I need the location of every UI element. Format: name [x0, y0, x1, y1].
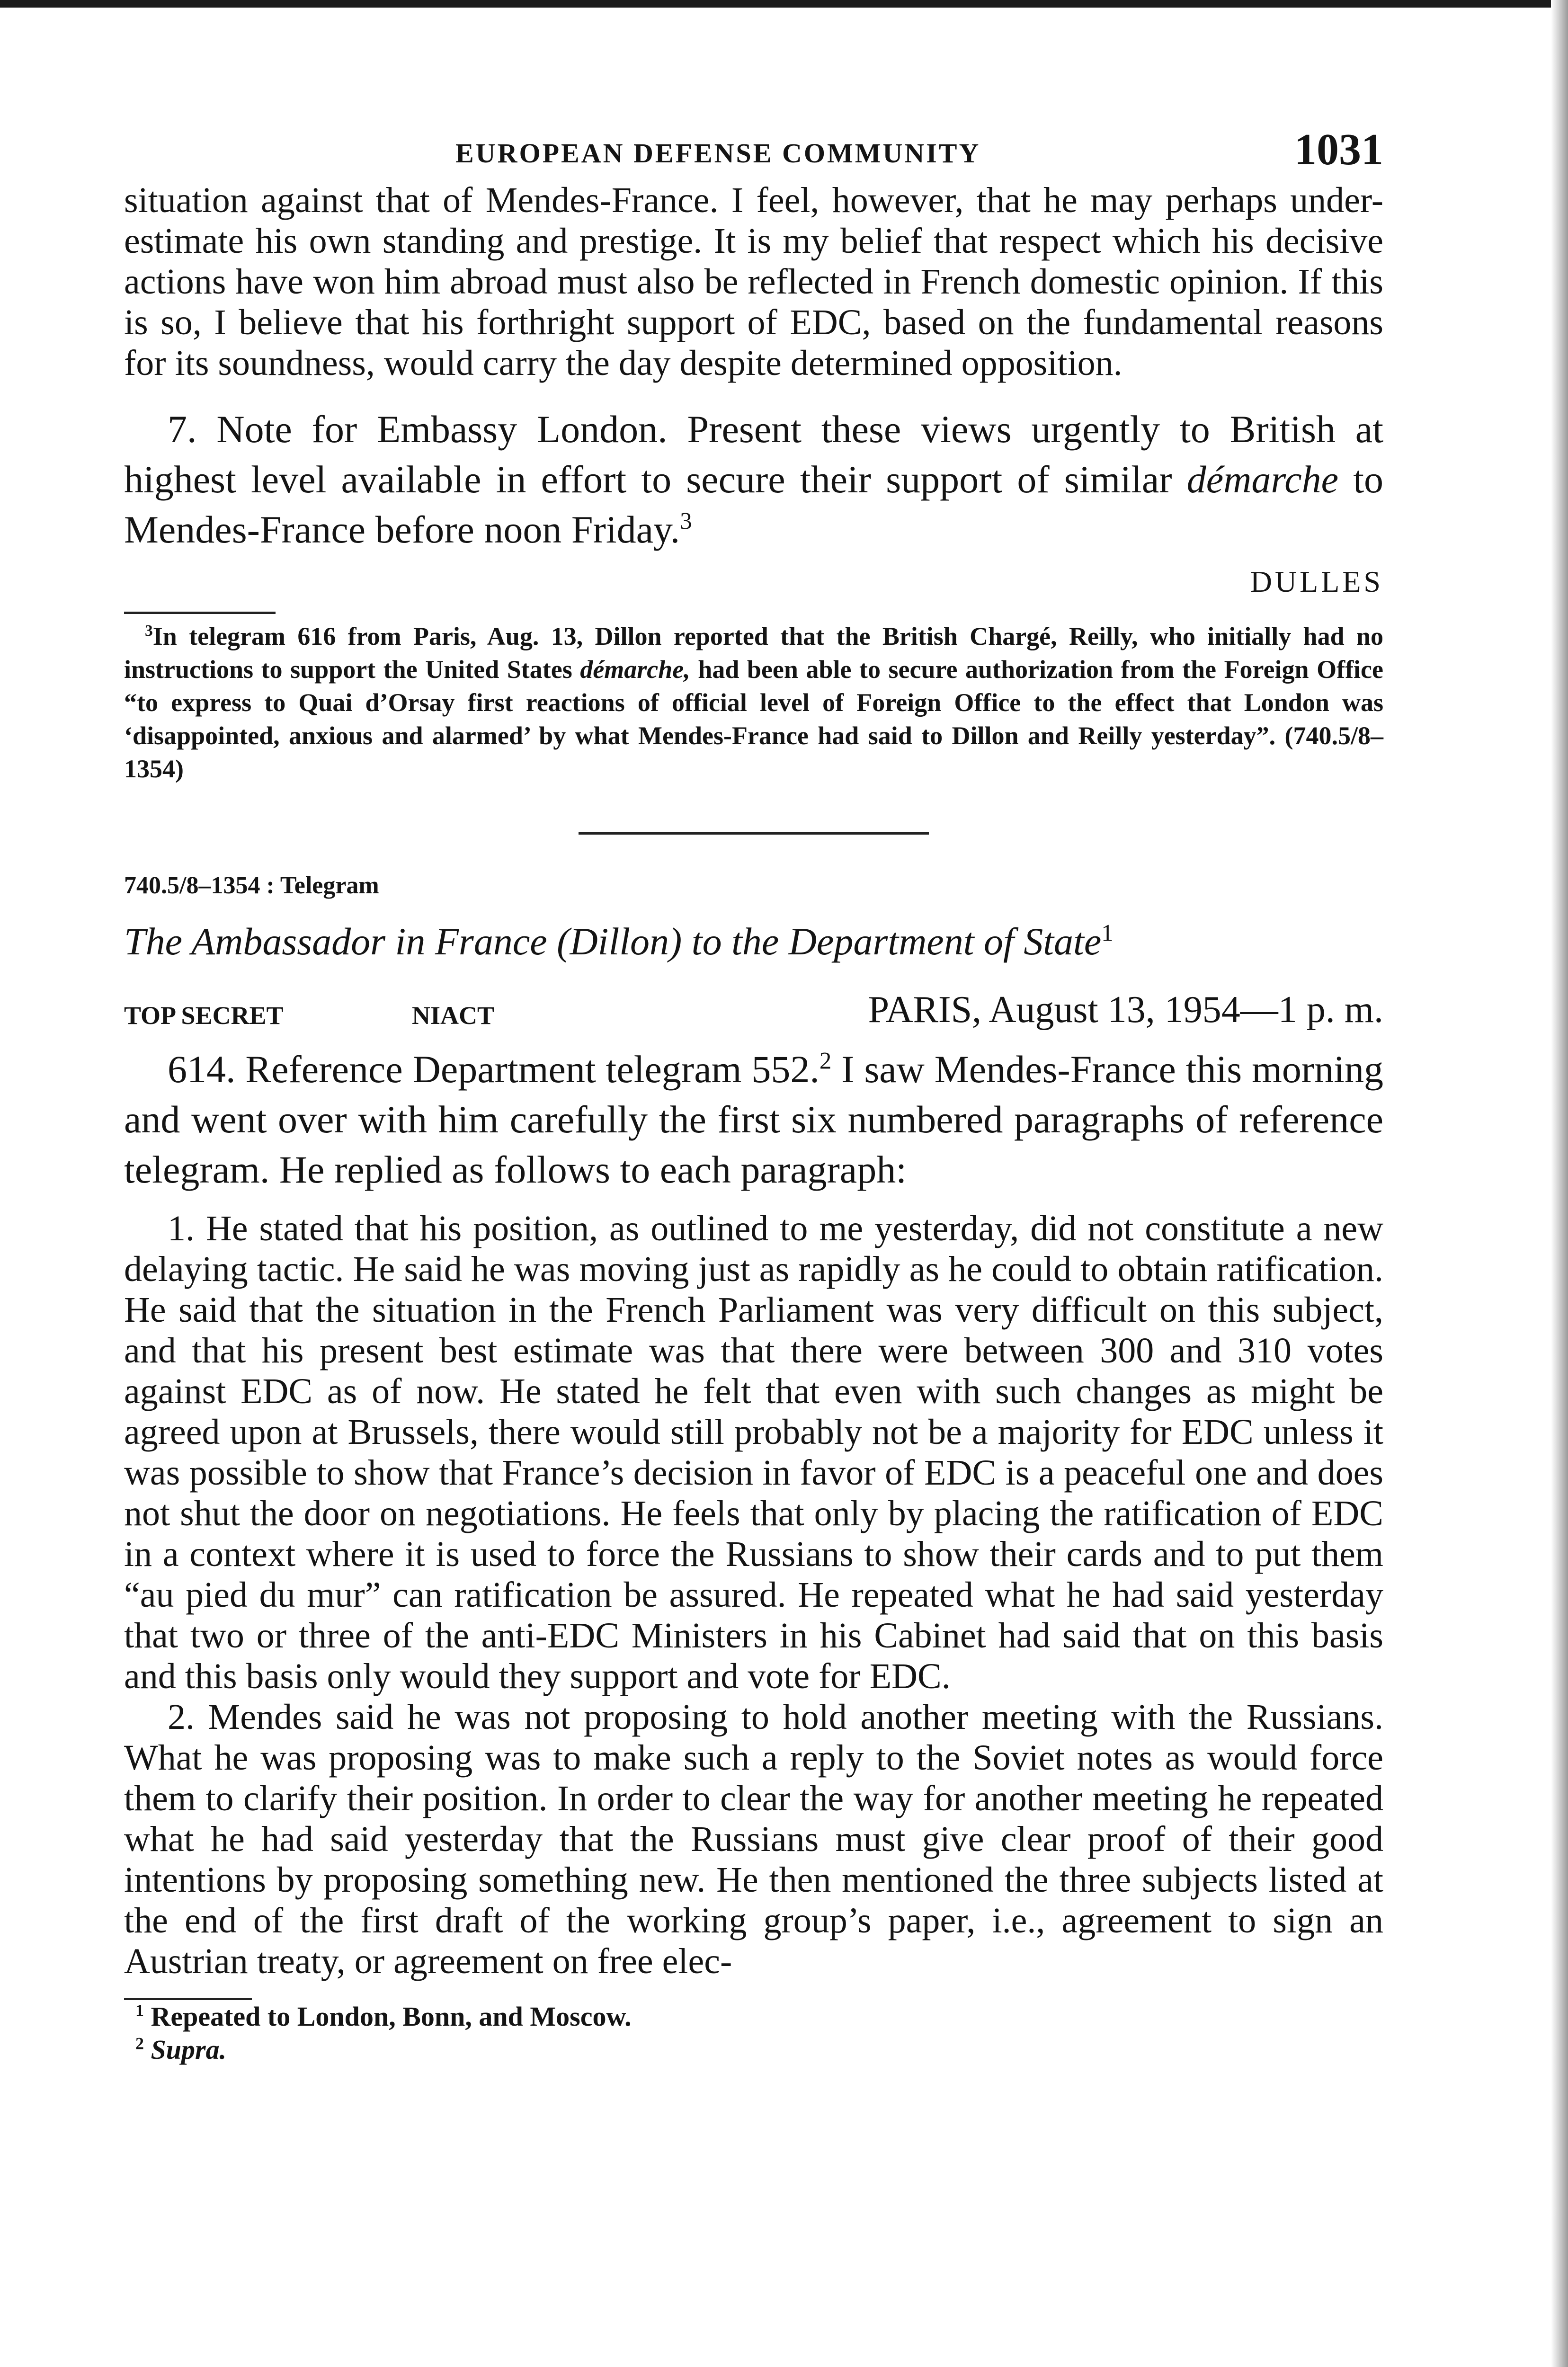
- opening-text: 614. Reference Department telegram 552.: [168, 1048, 820, 1091]
- document-page: [124, 118, 1383, 2066]
- carryover-paragraph: situation against that of Mendes-France. I feel, however, that he may perhaps under-estimate his own standing and prestige. It is my belief that respect which his decisive actions have won him abroad must also be reflected in French domestic opinion. If this is so, I believe that his forthright support of EDC, based on the fundamental reasons for its soundness, would carry the day despite determined opposition.: [124, 180, 1383, 383]
- point-seven-text-end: to Mendes-France before noon Friday.: [124, 458, 1383, 551]
- point-seven-paragraph: [124, 404, 1383, 555]
- bottom-footnote-text: Supra.: [151, 2034, 227, 2065]
- bottom-footnote-2: [135, 2033, 1383, 2066]
- scan-edge-right: [1551, 0, 1568, 2367]
- scan-edge-top: [0, 0, 1568, 8]
- footnote-reference-2: 2: [819, 1047, 832, 1074]
- section-divider: [579, 832, 929, 835]
- classification-label: TOP SECRET: [124, 1001, 284, 1030]
- bottom-footnote-marker: 2: [135, 2034, 144, 2053]
- dateline-row: [124, 988, 1383, 1034]
- demarche-word: démarche: [1186, 458, 1339, 501]
- footnote-reference-3: 3: [680, 507, 692, 534]
- paragraph-two: 2. Mendes said he was not proposing to hold another meeting with the Russians. What he was proposing was to make such a reply to the Soviet notes as would force them to clarify their position. In order to clear the way for another meeting he repeated what he had said yesterday that the Russians must give clear proof of their good intentions by proposing something new. He then mentioned the three subjects listed at the end of the first draft of the working group’s paper, i.e., agreement to sign an Austrian treaty, or agreement on free elec-: [124, 1697, 1383, 1981]
- opening-paragraph: [124, 1044, 1383, 1195]
- bottom-footnote-marker: 1: [135, 2001, 144, 2020]
- page-number: 1031: [1294, 125, 1383, 174]
- heading-footnote-reference: 1: [1101, 919, 1114, 946]
- document-file-id: 740.5/8–1354 : Telegram: [124, 872, 379, 899]
- precedence-label: NIACT: [412, 1001, 495, 1030]
- footnote-italic-word: démarche,: [580, 655, 690, 684]
- footnote-divider: [124, 612, 276, 614]
- footnote-text-end: had been able to secure authorization from the Foreign Office “to express to Quai d’Orsay first reactions of official level of Foreign Office to the effect that London was ‘disappointed, anxious and alarmed’ by what Mendes-France had said to Dillon and Reilly yesterday”. (740.5/8–1354): [124, 655, 1383, 783]
- heading-text: The Ambassador in France (Dillon) to the Department of State: [124, 920, 1102, 963]
- running-head: [124, 118, 1383, 174]
- footnote-text: In telegram 616 from Paris, Aug. 13, Dillon reported that the British Chargé, Reilly, who initially had no instructions to support the United States: [124, 622, 1383, 684]
- dateline: PARIS, August 13, 1954—1 p. m.: [868, 989, 1383, 1031]
- signature-dulles: DULLES: [1250, 565, 1383, 598]
- footnote-3: [124, 620, 1383, 785]
- bottom-footnote-text: Repeated to London, Bonn, and Moscow.: [151, 2001, 632, 2032]
- paragraph-one: 1. He stated that his position, as outlined to me yesterday, did not constitute a new delaying tactic. He said he was moving just as rapidly as he could to obtain ratification. He said that the situation in the French Parliament was very difficult on this subject, and that his present best estimate was that there were between 300 and 310 votes against EDC as of now. He stated he felt that even with such changes as might be agreed upon at Brussels, there would still probably not be a majority for EDC unless it was possible to show that France’s decision in favor of EDC is a peaceful one and does not shut the door on negotiations. He feels that only by placing the ratification of EDC in a context where it is used to force the Russians to show their cards and to put them “au pied du mur” can ratification be assured. He repeated what he had said yesterday that two or three of the anti-EDC Ministers in his Cabinet had said that on this basis and this basis only would they support and vote for EDC.: [124, 1209, 1383, 1696]
- footnote-marker: 3: [145, 622, 153, 640]
- document-heading: [124, 919, 1383, 964]
- bottom-footnote-1: [135, 2000, 1383, 2033]
- running-title: EUROPEAN DEFENSE COMMUNITY: [455, 138, 981, 169]
- point-seven-text: 7. Note for Embassy London. Present these views urgently to British at highest level available in effort to secure their support of similar: [124, 408, 1383, 501]
- opening-text-end: I saw Mendes-France this morning and went over with him carefully the first six numbered paragraphs of reference telegram. He replied as follows to each paragraph:: [124, 1048, 1383, 1191]
